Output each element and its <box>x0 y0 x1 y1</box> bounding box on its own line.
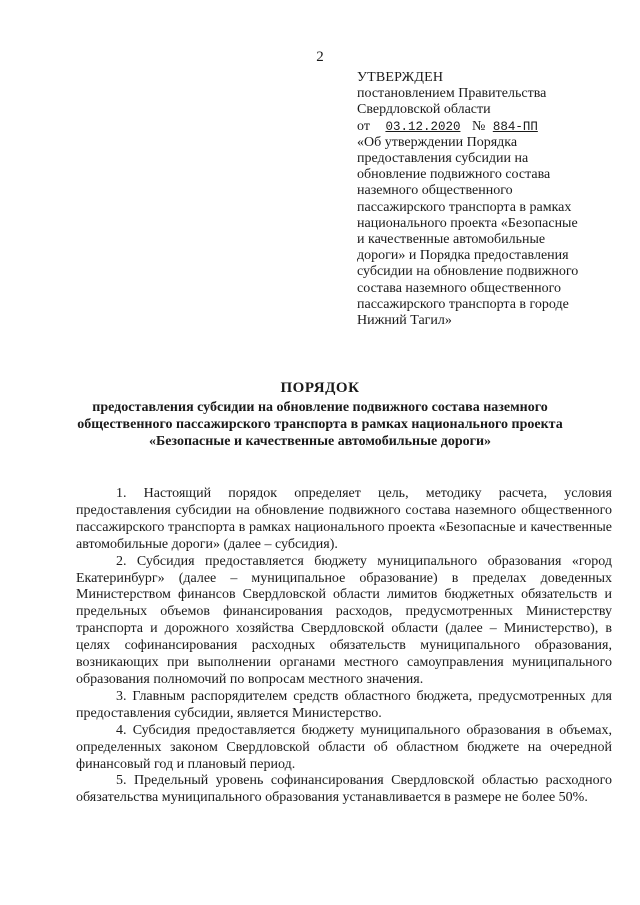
approval-block <box>357 70 617 329</box>
date-prefix: от <box>357 118 370 134</box>
title-line: «Безопасные и качественные автомобильные дороги» <box>148 434 492 449</box>
paragraph-1: 1. Настоящий порядок определяет цель, методику расчета, условия предоставления субсидии на обновление подвижного состава наземного общественного пассажирского транспорта в рамках национального проекта «Безопасные и качественные автомобильные дороги» (далее – субсидия). <box>76 486 612 552</box>
title-line: предоставления субсидии на обновление подвижного состава наземного <box>92 400 548 415</box>
doc-title-line: пассажирского транспорта в городе <box>357 296 569 312</box>
document-title <box>60 380 580 450</box>
doc-title-line: состава наземного общественного <box>357 280 562 296</box>
doc-title-line: национального проекта «Безопасные <box>357 215 578 231</box>
approval-heading: УТВЕРЖДЕН <box>357 70 444 85</box>
doc-title-line: пассажирского транспорта в рамках <box>357 199 572 215</box>
title-line: общественного пассажирского транспорта в рамках национального проекта <box>77 417 563 432</box>
doc-title-line: наземного общественного <box>357 183 513 199</box>
doc-title-line: «Об утверждении Порядка <box>357 134 518 150</box>
doc-title-line: субсидии на обновление подвижного <box>357 264 579 280</box>
doc-title-line: Нижний Тагил» <box>357 313 452 329</box>
doc-title-line: предоставления субсидии на <box>357 151 529 167</box>
approval-date-number-line <box>357 119 617 135</box>
paragraph-4: 4. Субсидия предоставляется бюджету муниципального образования в объемах, определенных законом Свердловской области об областном бюджете на очередной финансовый год и плановый период. <box>76 722 612 772</box>
page-number: 2 <box>316 49 324 65</box>
approval-line: постановлением Правительства <box>357 86 547 102</box>
number-prefix: № <box>471 118 486 134</box>
approval-number: 884-ПП <box>492 119 538 134</box>
doc-title-line: дороги» и Порядка предоставления <box>357 248 569 264</box>
paragraph-5: 5. Предельный уровень софинансирования Свердловской областью расходного обязательства муниципального образования устанавливается в размере не более 50%. <box>76 773 612 806</box>
approval-date: 03.12.2020 <box>385 119 461 134</box>
doc-title-line: обновление подвижного состава <box>357 167 551 183</box>
approval-line: Свердловской области <box>357 102 491 118</box>
doc-title-line: и качественные автомобильные <box>357 232 546 248</box>
paragraph-2: 2. Субсидия предоставляется бюджету муниципального образования «город Екатеринбург» (далее – муниципальное образование) в пределах доведенных Министерством финансов Свердловской области лимитов бюджетных обязательств и предельных объемов финансирования расходов, предусмотренных Министерству транспорта и дорожного хозяйства Свердловской области (далее – Министерство), в целях софинансирования расходных обязательств муниципального образования, возникающих при выполнении органами местного самоуправления муниципального образования полномочий по вопросам местного значения. <box>76 553 612 687</box>
document-body <box>76 486 612 807</box>
title-main: ПОРЯДОК <box>280 380 360 396</box>
paragraph-3: 3. Главным распорядителем средств областного бюджета, предусмотренных для предоставления субсидии, является Министерство. <box>76 688 612 721</box>
